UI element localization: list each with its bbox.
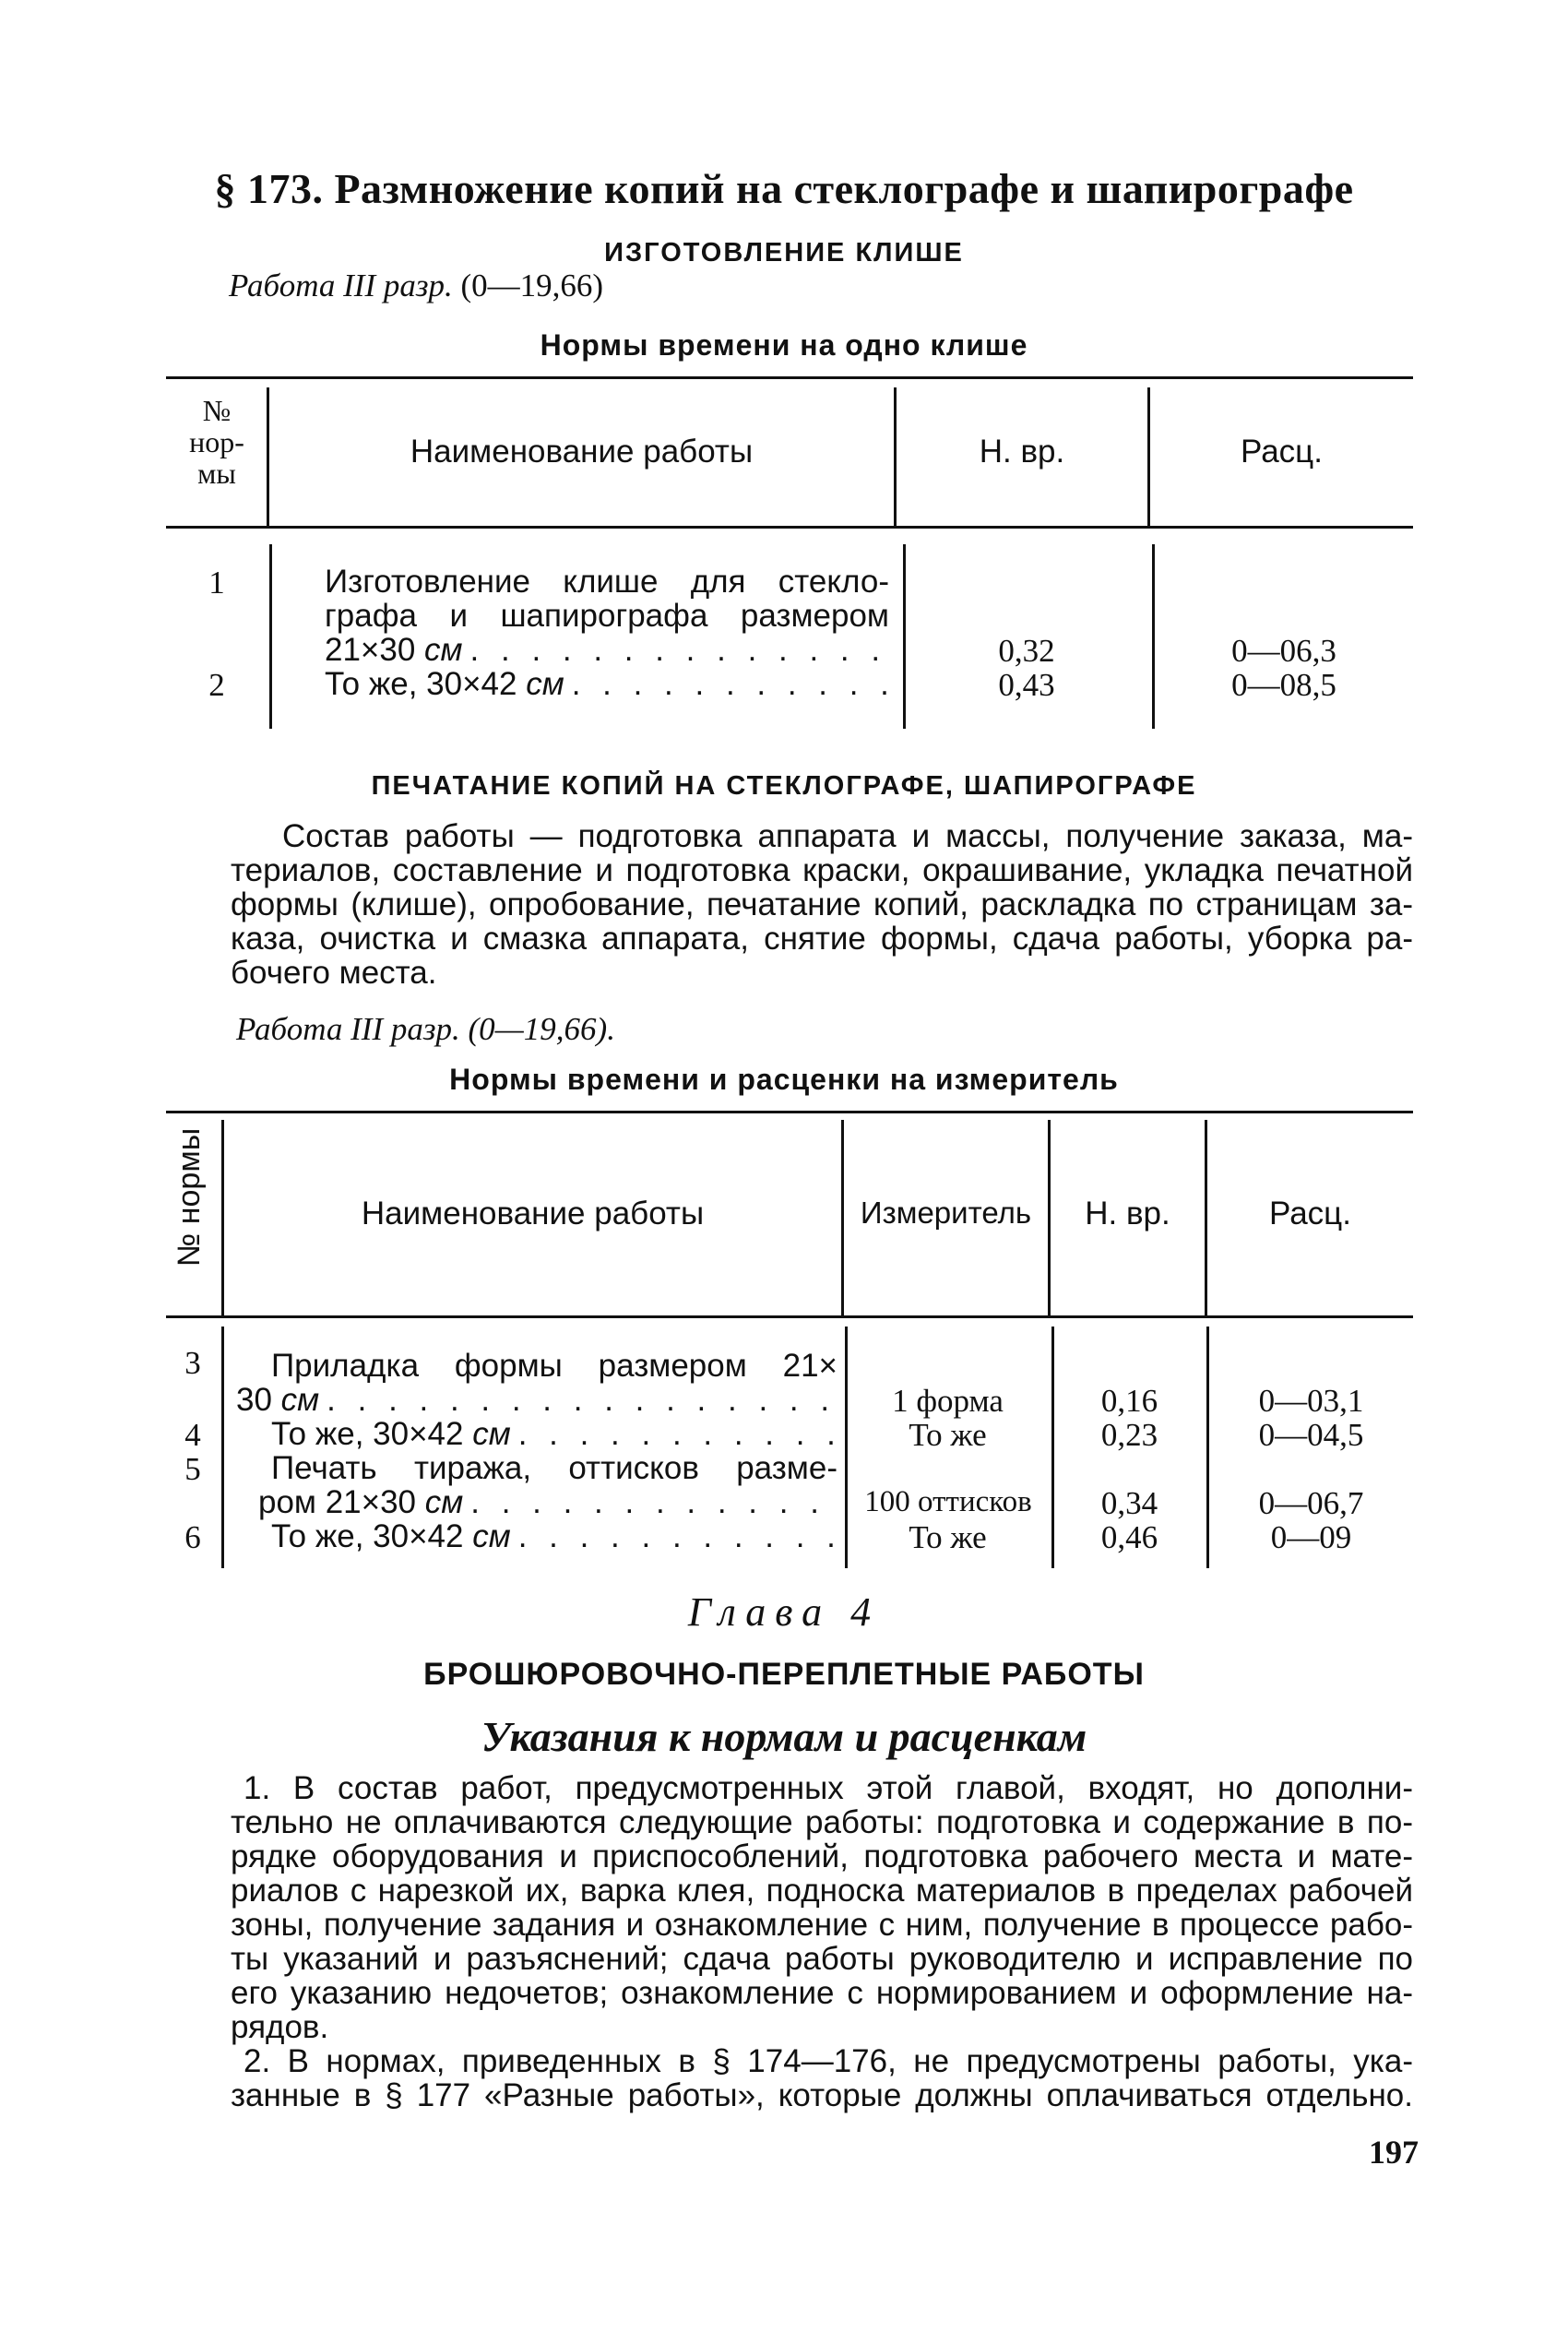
instructions-paragraph-2: 2. В нормах, приведенных в § 174—176, не предусмотрены работы, ука- занные в § 177 «Разные работы», которые должны оплачиваться отдельно. xyxy=(231,2043,1413,2113)
composition-paragraph: Состав работы — подготовка аппарата и массы, получение заказа, ма- териалов, составление и подготовка краски, окрашивание, укладка печатной формы (клише), опробование, печатание копий, раскладка по страницам за- каза, очистка и смазка аппарата, снятие формы, сдача работы, уборка ра- бочего места. xyxy=(231,818,1413,991)
table1-header-rule xyxy=(166,526,1413,529)
table2-row5-rate: 0—06,7 xyxy=(1258,1485,1364,1521)
table2-row3-rate: 0—03,1 xyxy=(1258,1383,1364,1419)
table1-header-time: Н. вр. xyxy=(979,434,1065,470)
page-number: 197 xyxy=(1369,2134,1419,2171)
table2-row6-no: 6 xyxy=(184,1519,201,1555)
table1-row2-time: 0,43 xyxy=(998,667,1055,703)
table2-row5-measure: 100 оттисков xyxy=(864,1485,1032,1518)
table2-row6-time: 0,46 xyxy=(1100,1519,1158,1555)
chapter-subtitle: Указания к нормам и расценкам xyxy=(481,1713,1087,1760)
table2-row3-no: 3 xyxy=(184,1345,201,1381)
table2-header-no: № нормы xyxy=(172,1127,207,1267)
table2-row4-no: 4 xyxy=(184,1417,201,1453)
table2-row3-name: Приладка формы размером 21× 30 см . . . xyxy=(236,1349,837,1417)
table1-header-rate: Расц. xyxy=(1241,434,1323,470)
table2-row3-measure: 1 форма xyxy=(892,1383,1004,1419)
table1-header-name: Наименование работы xyxy=(410,434,754,470)
subsection-heading-printing: ПЕЧАТАНИЕ КОПИЙ НА СТЕКЛОГРАФЕ, ШАПИРОГРАФЕ xyxy=(371,771,1197,801)
table2-row6-measure: То же xyxy=(909,1519,987,1555)
subsection-heading-cliche: ИЗГОТОВЛЕНИЕ КЛИШЕ xyxy=(604,238,964,268)
work-grade-prefix: Работа III разр. xyxy=(229,268,453,303)
table2-row6-rate: 0—09 xyxy=(1270,1519,1352,1555)
table2-row4-name: То же, 30×42 см . . . xyxy=(236,1417,837,1451)
table2-row4-rate: 0—04,5 xyxy=(1258,1417,1364,1453)
table2-caption: Нормы времени и расценки на измеритель xyxy=(449,1063,1119,1096)
instructions-paragraph-1: 1. В состав работ, предусмотренных этой главой, входят, но дополни- тельно не оплачиваются следующие работы: подготовка и содержание в по- рядке оборудования и приспособлений, подготовка рабочего места и мате- риалов с нарезкой их, варка клея, подноска материалов в пределах рабочей зоны, получение задания и ознакомление с ним, получение в процессе рабо- ты указаний и разъяснений; сдача работы руководителю и исправление по его указанию недочетов; ознакомление с нормированием и оформление на- рядов. xyxy=(231,1770,1413,2045)
table2-row4-measure: То же xyxy=(909,1417,987,1453)
section-title: § 173. Размножение копий на стеклографе и шапирографе xyxy=(214,165,1354,212)
table2-row6-name: То же, 30×42 см . . . xyxy=(236,1519,837,1553)
table2-header-measure: Измеритель xyxy=(860,1196,1032,1230)
work-grade-rate: (0—19,66) xyxy=(460,268,604,303)
table2-row5-name: Печать тиража, оттисков разме- ром 21×30 см . . . xyxy=(236,1451,837,1519)
table1-row2-rate: 0—08,5 xyxy=(1231,667,1336,703)
table2-row4-time: 0,23 xyxy=(1100,1417,1158,1453)
table1-row1-no: 1 xyxy=(208,565,225,601)
table1-header-no: № нор- мы xyxy=(189,394,244,490)
table1-row2-no: 2 xyxy=(208,667,225,703)
work-grade-line-2: Работа III разр. (0—19,66). xyxy=(236,1011,615,1047)
table2-row3-time: 0,16 xyxy=(1100,1383,1158,1419)
table2-header-rate: Расц. xyxy=(1269,1196,1351,1231)
table2-row5-time: 0,34 xyxy=(1100,1485,1158,1521)
chapter-label: Глава 4 xyxy=(687,1589,881,1635)
table2-header-name: Наименование работы xyxy=(361,1196,705,1231)
table1-caption: Нормы времени на одно клише xyxy=(540,328,1028,362)
table1-row1-time: 0,32 xyxy=(998,633,1055,669)
chapter-title: БРОШЮРОВОЧНО-ПЕРЕПЛЕТНЫЕ РАБОТЫ xyxy=(423,1657,1145,1692)
table2-header-time: Н. вр. xyxy=(1085,1196,1170,1231)
table1-row1-rate: 0—06,3 xyxy=(1231,633,1336,669)
table2-row5-no: 5 xyxy=(184,1451,201,1487)
table1-row2-name: То же, 30×42 см . . . xyxy=(325,667,889,701)
work-grade-line-1 xyxy=(229,268,603,304)
table1-top-rule xyxy=(166,376,1413,379)
table1-row1-name: Изготовление клише для стекло- графа и шапирографа размером 21×30 см . . . xyxy=(325,565,889,667)
